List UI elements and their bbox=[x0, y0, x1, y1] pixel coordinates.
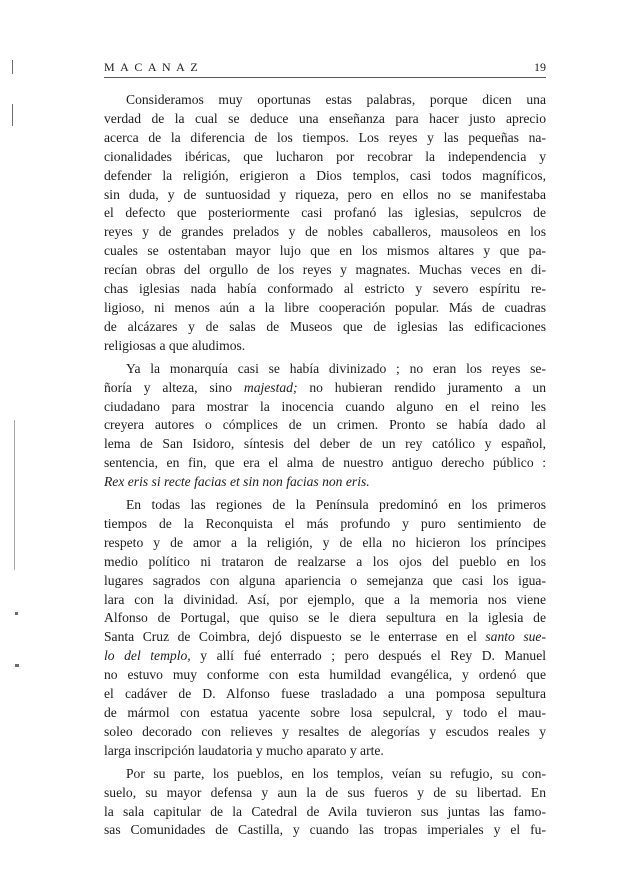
text-line: Consideramos muy oportunas estas palabras, porque dicen una bbox=[126, 92, 546, 107]
text-line: lugares sagrados con alguna apariencia o semejanza que casi los igua- bbox=[104, 572, 546, 588]
text-line: suelo, su mayor defensa y aun la de sus fueros y de su libertad. En bbox=[104, 784, 546, 800]
binding-mark bbox=[12, 104, 13, 126]
text-line: verdad de la cual se deduce una enseñanza para hacer justo aprecio bbox=[104, 110, 546, 126]
paragraph bbox=[104, 360, 546, 492]
body-text bbox=[104, 91, 546, 840]
paragraph bbox=[104, 765, 546, 841]
text-line: lema de San Isidoro, síntesis del deber de un rey católico y español, bbox=[104, 436, 546, 452]
text-line: sentencia, en fin, que era el alma de nuestro antiguo derecho público : bbox=[104, 455, 546, 471]
text-line: respeto y de amor a la religión, y de ella no hicieron los príncipes bbox=[104, 534, 546, 550]
text-line: recían obras del orgullo de los reyes y magnates. Muchas veces en di- bbox=[104, 262, 546, 278]
text-line: el cadáver de D. Alfonso fuese trasladado a una pomposa sepultura bbox=[104, 686, 546, 702]
binding-mark bbox=[14, 420, 15, 570]
text-line: sin duda, y de suntuosidad y riqueza, pero en ellos no se manifestaba bbox=[104, 186, 546, 202]
text-line: el defecto que posteriormente casi profanó las iglesias, sepulcros de bbox=[104, 205, 546, 221]
binding-mark bbox=[15, 664, 19, 667]
text-line: no estuvo muy conforme con esta humildad evangélica, y ordenó que bbox=[104, 667, 546, 683]
text-line: Ya la monarquía casi se había divinizado ; no eran los reyes se- bbox=[126, 360, 546, 376]
text-line: Por su parte, los pueblos, en los templos, veían su refugio, su con- bbox=[126, 765, 546, 781]
running-title: MACANAZ bbox=[104, 60, 204, 74]
text-line: Rex eris si recte facias et sin non facias non eris. bbox=[104, 474, 370, 490]
text-line: ñoría y alteza, sino majestad; no hubieran rendido juramento a un bbox=[104, 379, 546, 395]
text-line: cuales se ostentaban mayor lujo que en los mismos altares y que pa- bbox=[104, 243, 546, 259]
text-line: tiempos de la Reconquista el más profundo y puro sentimiento de bbox=[104, 515, 546, 531]
paragraph bbox=[104, 496, 546, 761]
text-line: reyes y de grandes prelados y de nobles caballeros, mausoleos en los bbox=[104, 224, 546, 240]
header-rule bbox=[104, 77, 546, 78]
text-line: larga inscripción laudatoria y mucho aparato y arte. bbox=[104, 742, 384, 758]
text-line: sas Comunidades de Castilla, y cuando las tropas imperiales y el fu- bbox=[104, 822, 546, 838]
binding-mark bbox=[12, 60, 13, 74]
text-line: acerca de la diferencia de los tiempos. Los reyes y las pequeñas na- bbox=[104, 129, 546, 145]
text-line: Alfonso de Portugal, que quiso se le diera sepultura en la iglesia de bbox=[104, 610, 546, 626]
text-line: ciudadano para mostrar la inocencia cuando alguno en el reino les bbox=[104, 398, 546, 414]
text-line: creyera autores o cómplices de un crimen. Pronto se había dado al bbox=[104, 417, 546, 433]
running-head bbox=[104, 59, 546, 75]
text-line: Santa Cruz de Coimbra, dejó dispuesto se le enterrase en el santo sue- bbox=[104, 629, 546, 645]
text-line: En todas las regiones de la Península predominó en los primeros bbox=[126, 497, 546, 513]
text-line: religiosas a que aludimos. bbox=[104, 337, 246, 353]
text-line: soleo decorado con relieves y resaltes de alegorías y escudos reales y bbox=[104, 723, 546, 739]
text-line: lara con la divinidad. Así, por ejemplo, que a la memoria nos viene bbox=[104, 591, 546, 607]
text-line: medio político ni trataron de realzarse a los ojos del pueblo en los bbox=[104, 553, 546, 569]
text-line: chas iglesias nada había conformado al estricto y severo espíritu re- bbox=[104, 281, 546, 297]
text-line: de mármol con estatua yacente sobre losa sepulcral, y todo el mau- bbox=[104, 705, 546, 720]
text-line: la sala capitular de la Catedral de Avila tuvieron sus juntas las famo- bbox=[104, 803, 546, 819]
text-line: ligioso, ni menos aún a la libre cooperación popular. Más de cuadras bbox=[104, 299, 546, 315]
page-number: 19 bbox=[534, 60, 546, 74]
paragraph bbox=[104, 91, 546, 356]
binding-mark bbox=[15, 612, 18, 615]
text-line: de alcázares y de salas de Museos que de iglesias las edificaciones bbox=[104, 318, 546, 334]
text-line: cionalidades ibéricas, que lucharon por recobrar la independencia y bbox=[104, 148, 546, 164]
text-line: lo del templo, y allí fué enterrado ; pero después el Rey D. Manuel bbox=[104, 648, 547, 664]
text-line: defender la religión, erigieron a Dios templos, casi todos magníficos, bbox=[104, 167, 546, 183]
